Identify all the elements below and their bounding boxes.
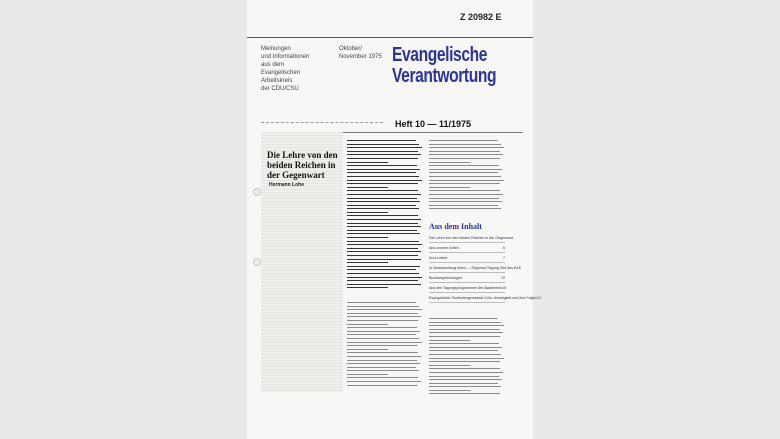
text-line (429, 318, 498, 319)
text-line (347, 230, 417, 231)
masthead-line: Verantwortung (392, 65, 497, 87)
text-line (347, 219, 421, 220)
text-line (347, 377, 418, 378)
text-line (347, 331, 420, 332)
text-line (429, 140, 498, 141)
table-of-contents (429, 236, 542, 306)
toc-item (429, 296, 542, 303)
toc-label: In Verantwortung leben — Regional-Tagung Süd des EAK (429, 266, 522, 270)
text-line (347, 241, 419, 242)
article-column-bold (347, 140, 422, 291)
toc-item (429, 276, 505, 283)
toc-page: 10 (502, 286, 507, 290)
text-line (347, 367, 416, 368)
text-line (347, 165, 417, 166)
text-line (347, 352, 418, 353)
text-line (429, 162, 470, 163)
text-line (347, 327, 417, 328)
intro-line: Arbeitskreis (261, 78, 293, 84)
toc-page: 6 (503, 246, 505, 250)
text-line (347, 205, 416, 206)
text-line (347, 215, 418, 216)
text-line (429, 169, 502, 170)
text-line (347, 151, 418, 152)
article-author: Hermann Lohe (269, 182, 305, 188)
text-line (429, 187, 470, 188)
text-line (429, 325, 504, 326)
text-line (429, 361, 500, 362)
text-line (347, 284, 421, 285)
punch-hole (253, 188, 261, 196)
text-line (347, 334, 416, 335)
text-line (429, 144, 501, 145)
text-line (429, 165, 499, 166)
text-line (347, 201, 420, 202)
text-line (347, 338, 419, 339)
text-line (347, 223, 418, 224)
toc-item (429, 266, 522, 273)
text-line (429, 147, 504, 148)
text-line (429, 190, 500, 191)
text-line (429, 393, 500, 394)
text-line (347, 324, 388, 325)
text-line (429, 180, 504, 181)
text-line (347, 320, 418, 321)
article-column-right-top (429, 140, 504, 212)
text-line (429, 201, 502, 202)
text-line (429, 354, 501, 355)
toc-page: 7 (503, 256, 505, 260)
text-line (429, 368, 500, 369)
text-line (429, 365, 470, 366)
toc-label: Aus unserer Arbeit (429, 246, 459, 250)
text-line (429, 332, 503, 333)
text-line (429, 379, 502, 380)
text-line (347, 374, 388, 375)
text-line (347, 269, 416, 270)
text-line (347, 266, 420, 267)
text-line (347, 147, 422, 148)
text-line (347, 140, 416, 141)
text-line (347, 381, 421, 382)
text-line (347, 360, 417, 361)
publication-code: Z 20982 E (460, 12, 502, 22)
toc-label: Kurz notiert (429, 256, 448, 260)
text-line (347, 180, 422, 181)
text-line (429, 183, 500, 184)
toc-page: 11 (537, 296, 542, 300)
text-line (347, 187, 388, 188)
text-line (347, 255, 418, 256)
text-line (429, 205, 498, 206)
text-line (429, 358, 504, 359)
text-line (347, 158, 418, 159)
text-line (347, 162, 388, 163)
header-rule (247, 37, 533, 38)
text-line (429, 158, 500, 159)
text-line (347, 302, 416, 303)
date-line: Oktober/ (339, 46, 363, 52)
text-line (429, 154, 503, 155)
text-line (347, 273, 419, 274)
text-line (347, 208, 419, 209)
text-line (429, 350, 498, 351)
issue-number: Heft 10 — 11/1975 (395, 119, 472, 129)
dashed-divider (261, 122, 383, 123)
issue-date (339, 45, 382, 61)
text-line (347, 212, 388, 213)
punch-hole (253, 258, 261, 266)
text-line (429, 172, 498, 173)
text-line (429, 343, 499, 344)
publisher-info (261, 45, 331, 93)
text-line (347, 280, 418, 281)
text-line (429, 194, 503, 195)
text-line (429, 386, 501, 387)
toc-item (429, 246, 505, 253)
text-line (347, 316, 421, 317)
intro-line: der CDU/CSU (261, 86, 299, 92)
text-line (347, 244, 422, 245)
text-line (429, 376, 499, 377)
article-column-right-bottom (429, 318, 504, 397)
toc-label: Die Lehre von den beiden Reichen in der Gegenwart (429, 236, 513, 240)
text-line (347, 345, 418, 346)
article-column (347, 302, 422, 388)
intro-line: und Informationen (261, 54, 310, 60)
text-line (429, 372, 503, 373)
toc-label: Buchbesprechungen (429, 276, 462, 280)
toc-item (429, 286, 505, 293)
article-title: Die Lehre von den beiden Reichen in der Gegenwart (267, 150, 338, 180)
text-line (347, 306, 419, 307)
text-line (347, 237, 388, 238)
text-line (429, 383, 498, 384)
text-line (347, 356, 421, 357)
text-line (429, 151, 500, 152)
text-line (347, 144, 419, 145)
text-line (429, 198, 499, 199)
text-line (347, 183, 418, 184)
masthead (392, 45, 496, 87)
text-line (429, 322, 501, 323)
text-line (347, 154, 421, 155)
masthead-line: Evangelische (392, 44, 488, 66)
text-line (347, 309, 422, 310)
text-line (347, 233, 420, 234)
text-line (347, 248, 418, 249)
toc-label: Evangelische Studentengemeinde Köln: Unseligkeit und ihre Folgen (429, 296, 538, 300)
toc-item (429, 236, 513, 243)
intro-line: Meinungen (261, 46, 291, 52)
toc-label: Aus den Tagungsprogrammen der Akademien (429, 286, 503, 290)
text-line (429, 347, 502, 348)
text-line (347, 176, 419, 177)
text-line (347, 262, 388, 263)
text-line (429, 336, 500, 337)
text-line (347, 251, 421, 252)
text-line (347, 287, 388, 288)
toc-item (429, 256, 505, 263)
text-line (429, 176, 501, 177)
toc-title: Aus dem Inhalt (429, 222, 482, 231)
text-line (347, 169, 420, 170)
text-line (347, 277, 422, 278)
text-line (347, 198, 417, 199)
text-line (347, 259, 421, 260)
intro-line: Evangelischen (261, 70, 301, 76)
text-line (347, 363, 420, 364)
document-page (247, 0, 542, 439)
text-line (429, 329, 500, 330)
text-line (347, 190, 418, 191)
intro-line: aus dem (261, 62, 285, 68)
text-line (429, 340, 470, 341)
date-line: November 1975 (339, 54, 382, 60)
text-line (347, 385, 418, 386)
text-line (347, 349, 388, 350)
toc-page: 10 (501, 276, 505, 280)
text-line (347, 226, 421, 227)
text-line (429, 208, 501, 209)
text-line (347, 172, 416, 173)
text-line (347, 370, 419, 371)
text-line (347, 194, 421, 195)
text-line (347, 342, 422, 343)
text-line (429, 390, 470, 391)
text-line (347, 313, 418, 314)
